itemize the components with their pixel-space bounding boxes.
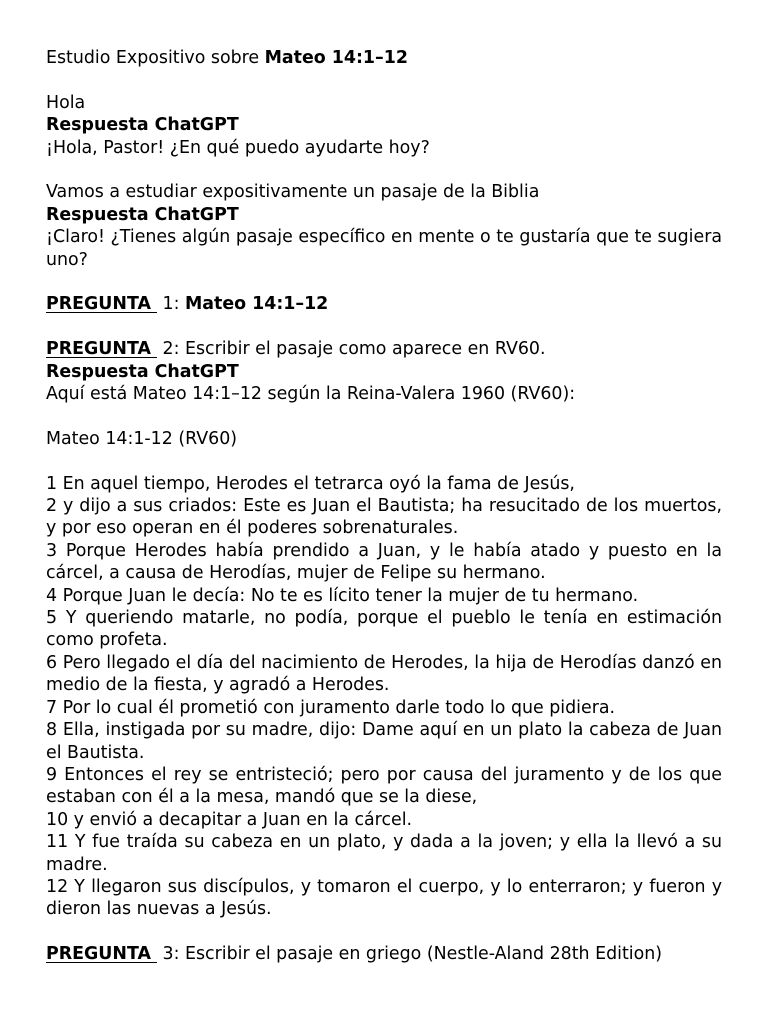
verse: 8 Ella, instigada por su madre, dijo: Dame aquí en un plato la cabeza de Juan el Bautista. bbox=[46, 720, 722, 763]
verse: 7 Por lo cual él prometió con juramento darle todo lo que pidiera. bbox=[46, 697, 616, 718]
response-request: ¡Claro! ¿Tienes algún pasaje específico en mente o te gustaría que te sugiera uno? bbox=[46, 227, 722, 270]
response-label: Respuesta ChatGPT bbox=[46, 361, 239, 382]
verse: 6 Pero llegado el día del nacimiento de Herodes, la hija de Herodías danzó en medio de la fiesta, y agradó a Herodes. bbox=[46, 652, 722, 696]
passage-heading: Mateo 14:1-12 (RV60) bbox=[46, 428, 238, 449]
response-greeting: ¡Hola, Pastor! ¿En qué puedo ayudarte hoy? bbox=[46, 137, 430, 158]
pregunta-label: PREGUNTA bbox=[46, 339, 157, 360]
verse: 11 Y fue traída su cabeza en un plato, y dada a la joven; y ella la llevó a su madre. bbox=[46, 832, 722, 875]
pregunta-2: PREGUNTA 2: Escribir el pasaje como aparece en RV60. bbox=[46, 339, 546, 360]
verse: 5 Y queriendo matarle, no podía, porque el pueblo le tenía en estimación como profeta. bbox=[46, 608, 722, 651]
verse: 12 Y llegaron sus discípulos, y tomaron el cuerpo, y lo enterraron; y fueron y dieron las nuevas a Jesús. bbox=[46, 876, 722, 920]
verse: 3 Porque Herodes había prendido a Juan, y le había atado y puesto en la cárcel, a causa de Herodías, mujer de Felipe su hermano. bbox=[46, 540, 722, 584]
verse: 4 Porque Juan le decía: No te es lícito tener la mujer de tu hermano. bbox=[46, 585, 639, 606]
response-passage-intro: Aquí está Mateo 14:1–12 según la Reina-Valera 1960 (RV60): bbox=[46, 384, 576, 405]
pregunta-label: PREGUNTA bbox=[46, 294, 157, 315]
verse: 9 Entonces el rey se entristeció; pero por causa del juramento y de los que estaban con él a la mesa, mandó que se la diese, bbox=[46, 764, 722, 808]
pregunta-label: PREGUNTA bbox=[46, 944, 157, 965]
response-label: Respuesta ChatGPT bbox=[46, 204, 239, 225]
pregunta-3-text: Escribir el pasaje en griego (Nestle-Aland 28th Edition) bbox=[184, 944, 663, 965]
verse: 10 y envió a decapitar a Juan en la cárcel. bbox=[46, 809, 413, 830]
title-passage: Mateo 14:1–12 bbox=[264, 48, 408, 68]
pregunta-2-text: Escribir el pasaje como aparece en RV60. bbox=[184, 339, 546, 360]
user-greeting: Hola bbox=[46, 92, 86, 113]
verse: 1 En aquel tiempo, Herodes el tetrarca oyó la fama de Jesús, bbox=[46, 473, 575, 494]
pregunta-1: PREGUNTA 1: Mateo 14:1–12 bbox=[46, 294, 329, 315]
verse-list bbox=[46, 473, 722, 921]
document-title: Estudio Expositivo sobre Mateo 14:1–12 bbox=[46, 48, 408, 68]
user-request: Vamos a estudiar expositivamente un pasaje de la Biblia bbox=[46, 182, 540, 203]
document-body bbox=[46, 47, 722, 966]
response-label: Respuesta ChatGPT bbox=[46, 115, 239, 136]
verse: 2 y dijo a sus criados: Este es Juan el Bautista; ha resucitado de los muertos, y por eso operan en él poderes sobrenaturales. bbox=[46, 496, 722, 539]
pregunta-1-text: Mateo 14:1–12 bbox=[184, 294, 329, 315]
pregunta-3: PREGUNTA 3: Escribir el pasaje en griego (Nestle-Aland 28th Edition) bbox=[46, 944, 663, 965]
